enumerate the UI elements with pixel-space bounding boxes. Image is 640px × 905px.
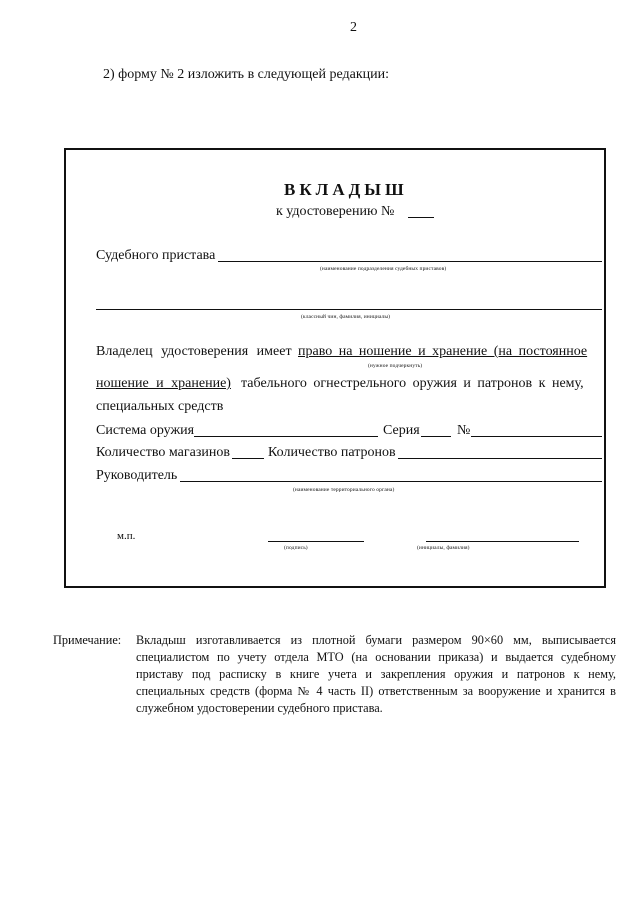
form-subtitle: к удостоверению № (276, 204, 395, 219)
note-label: Примечание: (53, 633, 122, 647)
series-label: Серия (383, 423, 420, 438)
head-line (180, 481, 602, 482)
initials-line (426, 541, 579, 542)
form-title: ВКЛАДЫШ (284, 180, 408, 199)
number-label: № (457, 423, 471, 438)
right-text-1: право на ношение и хранение (на постоянное (298, 344, 588, 359)
note-text: Вкладыш изготавливается из плотной бумаги размером 90×60 мм, выписывается специалистом по учету отдела МТО (на основании приказа) и выдается судебному приставу под расписку в книге учета и закрепления оружия и патронов к нему, специальных средств (форма № 4 часть II) ответственным за вооружение и хранится в служебном удостоверении судебного пристава. (136, 633, 616, 715)
caption-territorial: (наименование территориального органа) (293, 487, 395, 493)
series-line (421, 436, 451, 437)
magazines-line (232, 458, 264, 459)
certificate-number-line (408, 217, 434, 218)
bailiff-unit-line (218, 261, 602, 262)
caption-underline: (нужное подчеркнуть) (368, 363, 423, 369)
signature-line (268, 541, 364, 542)
head-label: Руководитель (96, 468, 178, 483)
number-line (471, 436, 602, 437)
caption-initials: (инициалы, фамилия) (417, 545, 470, 551)
caption-rank: (классный чин, фамилия, инициалы) (301, 314, 391, 320)
right-text-rest: табельного огнестрельного оружия и патронов к нему, (241, 376, 584, 391)
cartridges-line (398, 458, 602, 459)
weapon-system-label: Система оружия (96, 423, 195, 438)
special-means: специальных средств (96, 399, 224, 414)
caption-signature: (подпись) (284, 545, 308, 551)
page-number: 2 (350, 20, 357, 35)
seal-label: м.п. (117, 530, 136, 542)
magazines-label: Количество магазинов (96, 445, 230, 460)
cartridges-label: Количество патронов (268, 445, 396, 460)
bailiff-label: Судебного пристава (96, 248, 216, 263)
intro-text: 2) форму № 2 изложить в следующей редакции: (103, 67, 390, 82)
rank-line (96, 309, 602, 310)
caption-unit: (наименование подразделения судебных приставов) (320, 266, 447, 272)
owner-label: Владелец удостоверения имеет (96, 344, 292, 359)
weapon-system-line (194, 436, 378, 437)
right-text-2: ношение и хранение) (96, 376, 231, 391)
